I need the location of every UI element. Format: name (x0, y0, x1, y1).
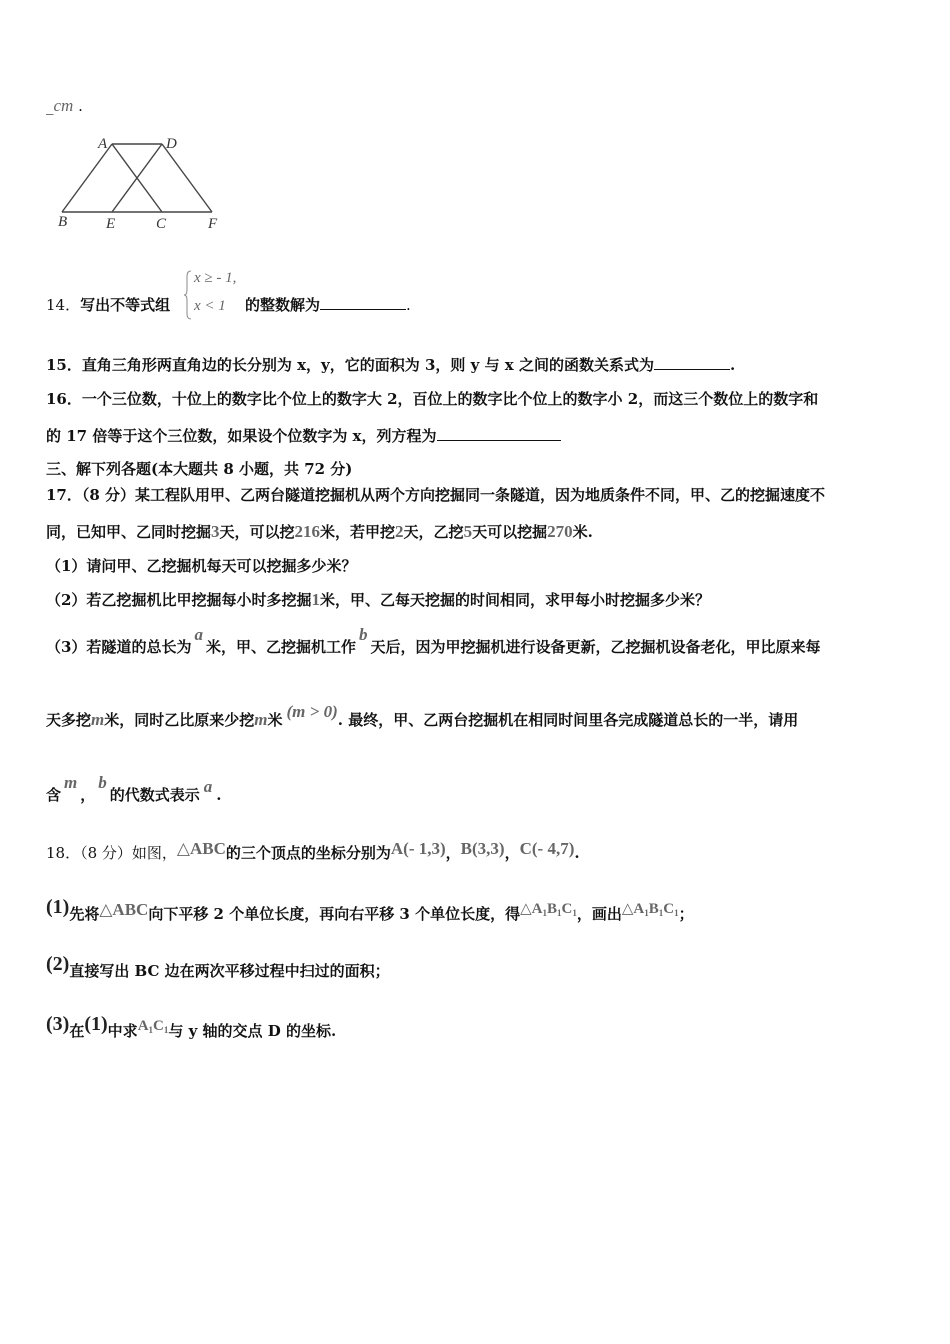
q14: 14．写出不等式组 (46, 296, 171, 314)
label-d: D (166, 136, 177, 152)
triangle-a1b1c1: $\triangle A_1B_1C_1$ (520, 901, 577, 918)
segment-ab (62, 144, 112, 212)
q18-step2: (2)直接写出 BC 边在两次平移过程中扫过的面积； (46, 953, 390, 980)
parallelogram-figure (50, 130, 240, 235)
q17-part1: （1）请问甲、乙挖掘机每天可以挖掘多少米？ (46, 557, 357, 575)
q18-step3: (3)在(1)中求$A_1C_1$与 y 轴的交点 D 的坐标. (46, 1013, 337, 1040)
segment-a1c1: $A_1C_1$ (137, 1018, 169, 1035)
label-c: C (156, 216, 167, 232)
inequality-brace (184, 270, 192, 320)
q14-tail: 的整数解为 . (245, 296, 411, 314)
label-a: A (98, 136, 108, 152)
segment-df (162, 144, 212, 212)
q18-step1: (1)先将△ABC向下平移 2 个单位长度，再向右平移 3 个单位长度，得$\triangle A_1B_1C_1$，画出$\triangle A_1B_1C_1$； (46, 896, 694, 923)
label-f: F (208, 216, 218, 232)
q14-answer-blank[interactable] (320, 295, 406, 310)
q16-answer-blank[interactable] (437, 426, 561, 441)
q16-line2: 的 17 倍等于这个三位数，如果设个位数字为 x，列方程为 (46, 426, 561, 446)
q17-line1: 17．（8 分）某工程队用甲、乙两台隧道挖掘机从两个方向挖掘同一条隧道，因为地质条件不同，甲、乙的挖掘速度不 (46, 486, 826, 504)
inequality-1: x ≥ - 1, (194, 270, 237, 286)
q17-part3-line3: 含m，b的代数式表示 a . (46, 773, 222, 804)
triangle-a1b1c1-draw: $\triangle A_1B_1C_1$ (621, 901, 679, 918)
q16-line1: 16．一个三位数，十位上的数字比个位上的数字大 2，百位上的数字比个位上的数字小 2，而这三个数位上的数字和 (46, 390, 819, 408)
q17-part3-line2: 天多挖m米，同时乙比原来少挖m米 (m > 0). 最终，甲、乙两台挖掘机在相同时间里各完成隧道总长的一半，请用 (46, 702, 799, 729)
inequality-2: x < 1 (194, 298, 226, 314)
q15: 15．直角三角形两直角边的长分别为 x，y，它的面积为 3，则 y 与 x 之间的函数关系式为 . (46, 356, 736, 374)
q15-answer-blank[interactable] (654, 355, 730, 370)
label-b: B (58, 214, 68, 230)
label-e: E (106, 216, 116, 232)
q17-part3-line1: （3）若隧道的总长为a米，甲、乙挖掘机工作b天后，因为甲挖掘机进行设备更新，乙挖掘机设备老化，甲比原来每 (46, 625, 821, 656)
q17-part2: （2）若乙挖掘机比甲挖掘每小时多挖掘1米，甲、乙每天挖掘的时间相同，求甲每小时挖掘多少米？ (46, 590, 710, 609)
q17-line2: 同，已知甲、乙同时挖掘3天，可以挖216米，若甲挖2天，乙挖5天可以挖掘270米. (46, 522, 593, 541)
q13-answer-tail: _cm . (46, 96, 83, 115)
q18-head: 18．（8 分）如图，△ABC的三个顶点的坐标分别为A(- 1,3)，B(3,3)，C(- 4,7). (46, 839, 580, 862)
section-title: 三、解下列各题(本大题共 8 小题，共 72 分) (46, 460, 353, 478)
